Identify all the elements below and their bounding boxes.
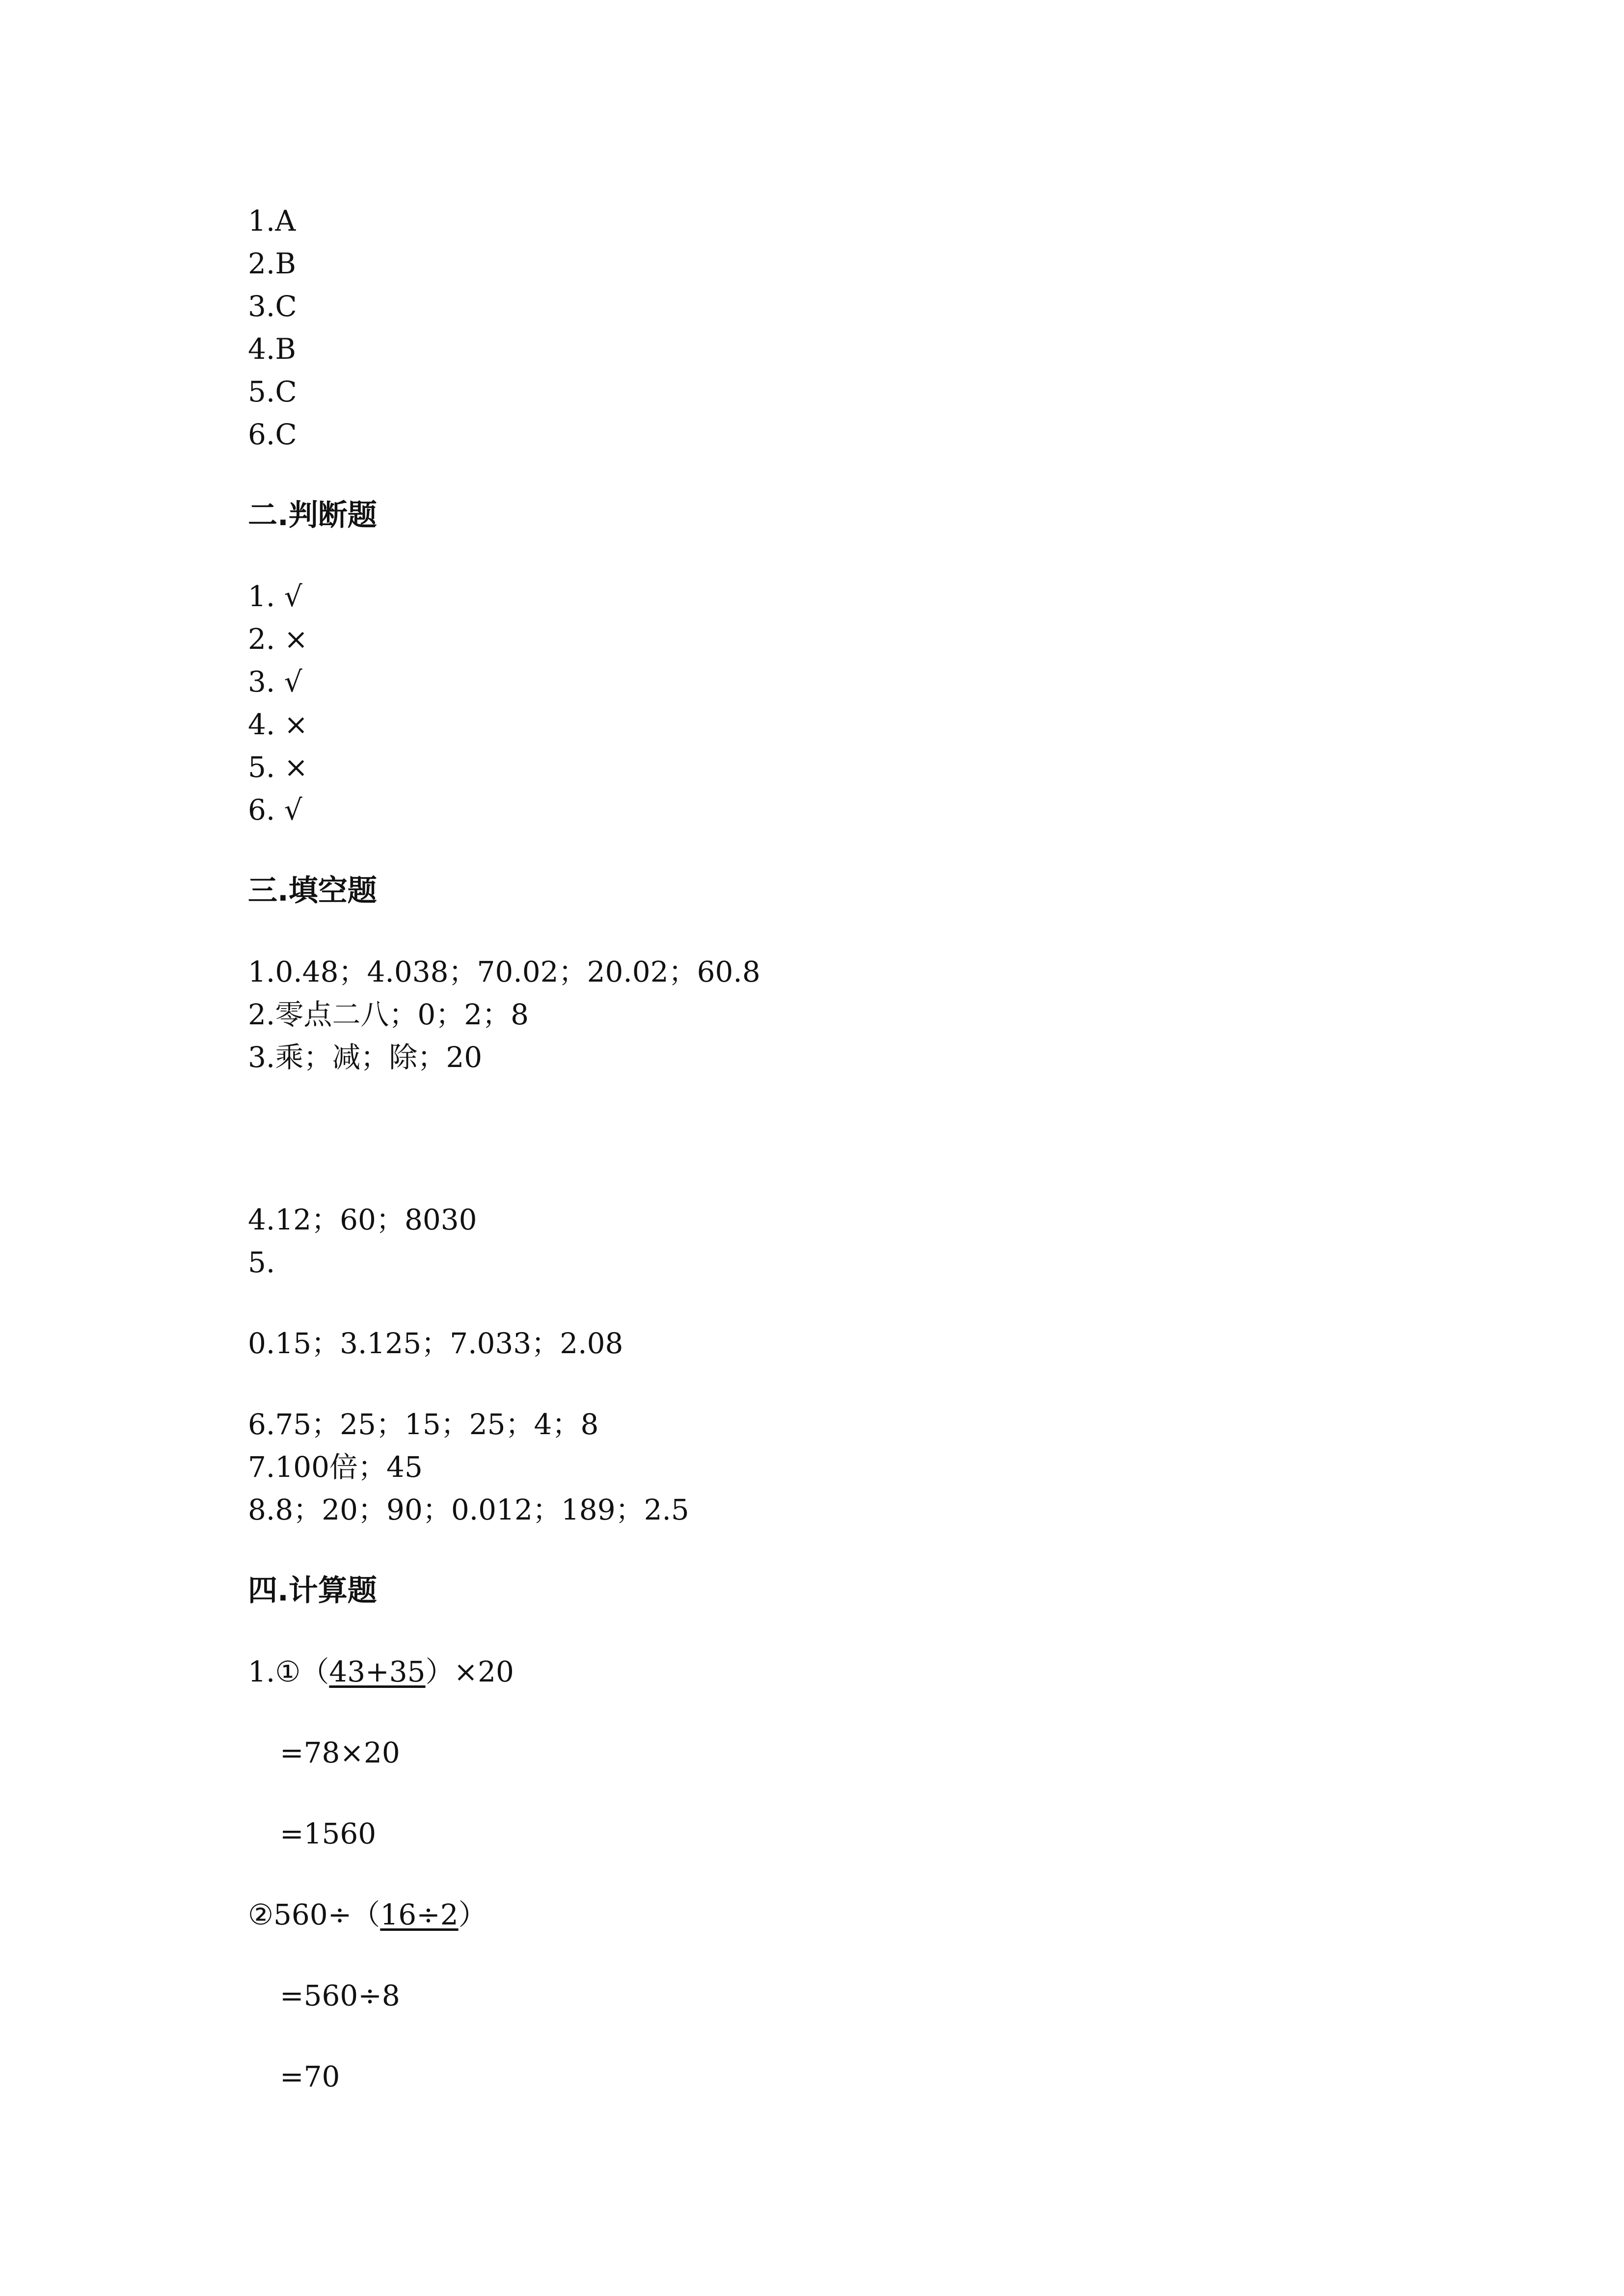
answer-1-3: 3.C (248, 290, 297, 323)
answer-1-4: 4.B (248, 332, 296, 366)
calc-1-step-2: =1560 (280, 1817, 377, 1850)
calc-2-step-1: =560÷8 (280, 1979, 400, 2012)
calc-1-expression (248, 1652, 514, 1691)
answer-3-2: 2.零点二八；0；2；8 (248, 998, 529, 1031)
answer-1-1: 1.A (248, 204, 296, 238)
answer-2-2: 2. × (248, 622, 308, 656)
answer-2-6: 6. √ (248, 793, 302, 827)
answer-3-5-values: 0.15；3.125；7.033；2.08 (248, 1327, 623, 1360)
answer-3-7: 7.100倍；45 (248, 1450, 423, 1484)
calc-1-prefix: 1.①（ (248, 1655, 329, 1688)
calc-2-suffix: ） (458, 1898, 487, 1931)
answer-3-1: 1.0.48；4.038；70.02；20.02；60.8 (248, 955, 760, 988)
answer-1-6: 6.C (248, 418, 297, 451)
section-heading-judgement: 二.判断题 (248, 498, 377, 533)
answer-2-5: 5. × (248, 750, 308, 784)
answer-3-8: 8.8；20；90；0.012；189；2.5 (248, 1493, 689, 1526)
answer-1-2: 2.B (248, 247, 296, 280)
answer-3-3: 3.乘；减；除；20 (248, 1041, 483, 1074)
calc-2-underlined: 16÷2 (380, 1898, 459, 1931)
answer-1-5: 5.C (248, 375, 297, 408)
calc-1-step-1: =78×20 (280, 1736, 400, 1769)
answer-3-6: 6.75；25；15；25；4；8 (248, 1408, 599, 1441)
calc-2-step-2: =70 (280, 2060, 340, 2093)
answer-3-4: 4.12；60；8030 (248, 1203, 477, 1236)
answer-2-4: 4. × (248, 708, 308, 741)
calc-2-prefix: ②560÷（ (248, 1898, 380, 1931)
section-heading-calculation: 四.计算题 (248, 1574, 377, 1608)
section-heading-fill-blank: 三.填空题 (248, 874, 377, 908)
answer-2-3: 3. √ (248, 665, 302, 698)
calc-1-suffix: ）×20 (425, 1655, 514, 1688)
answer-2-1: 1. √ (248, 580, 302, 613)
calc-2-expression (248, 1895, 487, 1934)
answer-3-5: 5. (248, 1246, 275, 1279)
calc-1-underlined: 43+35 (329, 1655, 426, 1688)
